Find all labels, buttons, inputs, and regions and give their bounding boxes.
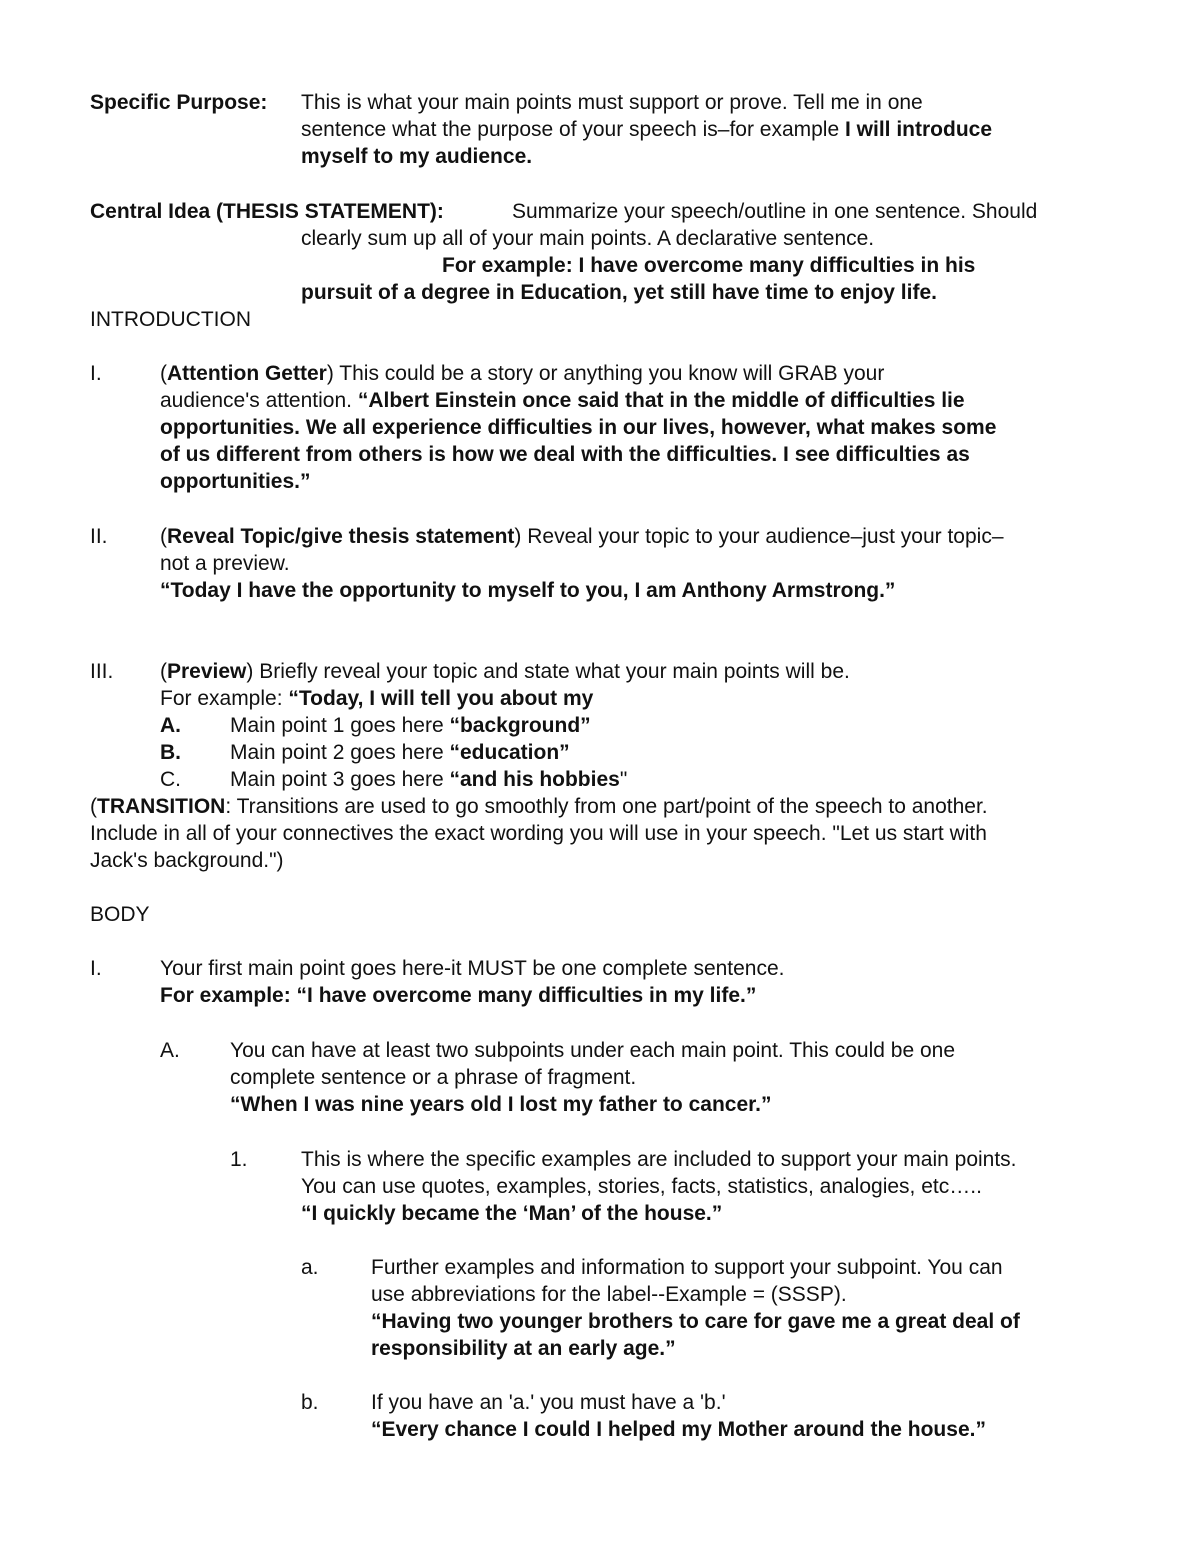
attention-getter-quote-3: of us different from others is how we deal with the difficulties. I see difficulties as (160, 443, 970, 466)
introduction-heading: INTRODUCTION (90, 308, 251, 331)
paren: ( (160, 525, 167, 548)
preview-point-b-bold: “education” (449, 741, 570, 764)
body-numeral-1: I. (90, 957, 102, 980)
body-sub-1-text-2: You can use quotes, examples, stories, facts, statistics, analogies, etc….. (301, 1175, 982, 1198)
body-sub-a-text-1: You can have at least two subpoints under each main point. This could be one (230, 1039, 955, 1062)
body-sub-letter-small-a: a. (301, 1256, 319, 1279)
preview-point-c-tail: " (619, 768, 628, 791)
preview-point-letter-c: C. (160, 768, 181, 791)
specific-purpose-text-1: This is what your main points must support or prove. Tell me in one (301, 91, 923, 114)
body-main-point-text: Your first main point goes here-it MUST be one complete sentence. (160, 957, 785, 980)
attention-getter-line-1 (160, 360, 884, 387)
reveal-topic-label: Reveal Topic/give thesis statement (167, 525, 515, 548)
attention-getter-quote-2: opportunities. We all experience difficulties in our lives, however, what makes some (160, 416, 997, 439)
central-idea-text-1: Summarize your speech/outline in one sentence. Should (512, 200, 1038, 223)
preview-point-b-text: Main point 2 goes here (230, 741, 450, 764)
body-sub-small-b-example: “Every chance I could I helped my Mother around the house.” (371, 1418, 986, 1441)
paren: ( (160, 660, 167, 683)
transition-text-1: : Transitions are used to go smoothly from one part/point of the speech to another. (225, 795, 988, 818)
specific-purpose-example-2: myself to my audience. (301, 145, 533, 168)
body-sub-small-a-text-1: Further examples and information to support your subpoint. You can (371, 1256, 1003, 1279)
paren: ( (160, 362, 167, 385)
intro-numeral-2: II. (90, 525, 108, 548)
body-sub-letter-a: A. (160, 1039, 180, 1062)
body-sub-number-1: 1. (230, 1148, 248, 1171)
attention-getter-quote-4: opportunities.” (160, 470, 311, 493)
preview-point-a-bold: “background” (449, 714, 591, 737)
attention-getter-line-2 (160, 387, 965, 414)
attention-getter-text: ) This could be a story or anything you know will GRAB your (326, 362, 885, 385)
transition-text-2: Include in all of your connectives the exact wording you will use in your speech. "Let us start with (90, 822, 987, 845)
attention-getter-quote-1: “Albert Einstein once said that in the middle of difficulties lie (357, 389, 965, 412)
preview-example-quote: “Today, I will tell you about my (288, 687, 594, 710)
specific-purpose-example-1: I will introduce (845, 118, 993, 141)
body-sub-1-example: “I quickly became the ‘Man’ of the house.” (301, 1202, 723, 1225)
preview-point-letter-b: B. (160, 741, 181, 764)
preview-point-letter-a: A. (160, 714, 181, 737)
reveal-topic-text-2: not a preview. (160, 552, 290, 575)
central-idea-example-2: pursuit of a degree in Education, yet still have time to enjoy life. (301, 281, 937, 304)
body-sub-small-a-example-2: responsibility at an early age.” (371, 1337, 676, 1360)
central-idea-label: Central Idea (THESIS STATEMENT): (90, 200, 444, 223)
specific-purpose-label: Specific Purpose: (90, 91, 268, 114)
specific-purpose-text-2: sentence what the purpose of your speech is–for example (301, 118, 845, 141)
reveal-topic-line-1 (160, 523, 1004, 550)
transition-line-1 (90, 793, 988, 820)
central-idea-text-2: clearly sum up all of your main points. A declarative sentence. (301, 227, 875, 250)
specific-purpose-line-2 (301, 116, 992, 143)
intro-numeral-1: I. (90, 362, 102, 385)
body-sub-a-example: “When I was nine years old I lost my father to cancer.” (230, 1093, 772, 1116)
body-sub-small-b-text: If you have an 'a.' you must have a 'b.' (371, 1391, 726, 1414)
transition-text-3: Jack's background.") (90, 849, 284, 872)
attention-getter-text-2: audience's attention. (160, 389, 358, 412)
preview-point-b (230, 739, 570, 766)
preview-label: Preview (167, 660, 247, 683)
preview-point-c (230, 766, 627, 793)
preview-point-a-text: Main point 1 goes here (230, 714, 450, 737)
body-main-point-example: For example: “I have overcome many difficulties in my life.” (160, 984, 757, 1007)
reveal-topic-text: ) Reveal your topic to your audience–just your topic– (514, 525, 1004, 548)
preview-point-c-bold: “and his hobbies (449, 768, 620, 791)
preview-line-1 (160, 658, 850, 685)
preview-line-2 (160, 685, 593, 712)
preview-point-c-text: Main point 3 goes here (230, 768, 450, 791)
preview-text: ) Briefly reveal your topic and state what your main points will be. (246, 660, 850, 683)
body-heading: BODY (90, 903, 150, 926)
body-sub-1-text-1: This is where the specific examples are included to support your main points. (301, 1148, 1017, 1171)
paren: ( (90, 795, 97, 818)
attention-getter-label: Attention Getter (167, 362, 327, 385)
transition-label: TRANSITION (97, 795, 226, 818)
body-sub-small-a-text-2: use abbreviations for the label--Example = (SSSP). (371, 1283, 847, 1306)
body-sub-letter-small-b: b. (301, 1391, 319, 1414)
body-sub-a-text-2: complete sentence or a phrase of fragment. (230, 1066, 637, 1089)
body-sub-small-a-example-1: “Having two younger brothers to care for gave me a great deal of (371, 1310, 1020, 1333)
intro-numeral-3: III. (90, 660, 114, 683)
central-idea-example-1: For example: I have overcome many difficulties in his (442, 254, 976, 277)
reveal-topic-quote: “Today I have the opportunity to myself to you, I am Anthony Armstrong.” (160, 579, 896, 602)
preview-example-intro: For example: (160, 687, 289, 710)
preview-point-a (230, 712, 591, 739)
